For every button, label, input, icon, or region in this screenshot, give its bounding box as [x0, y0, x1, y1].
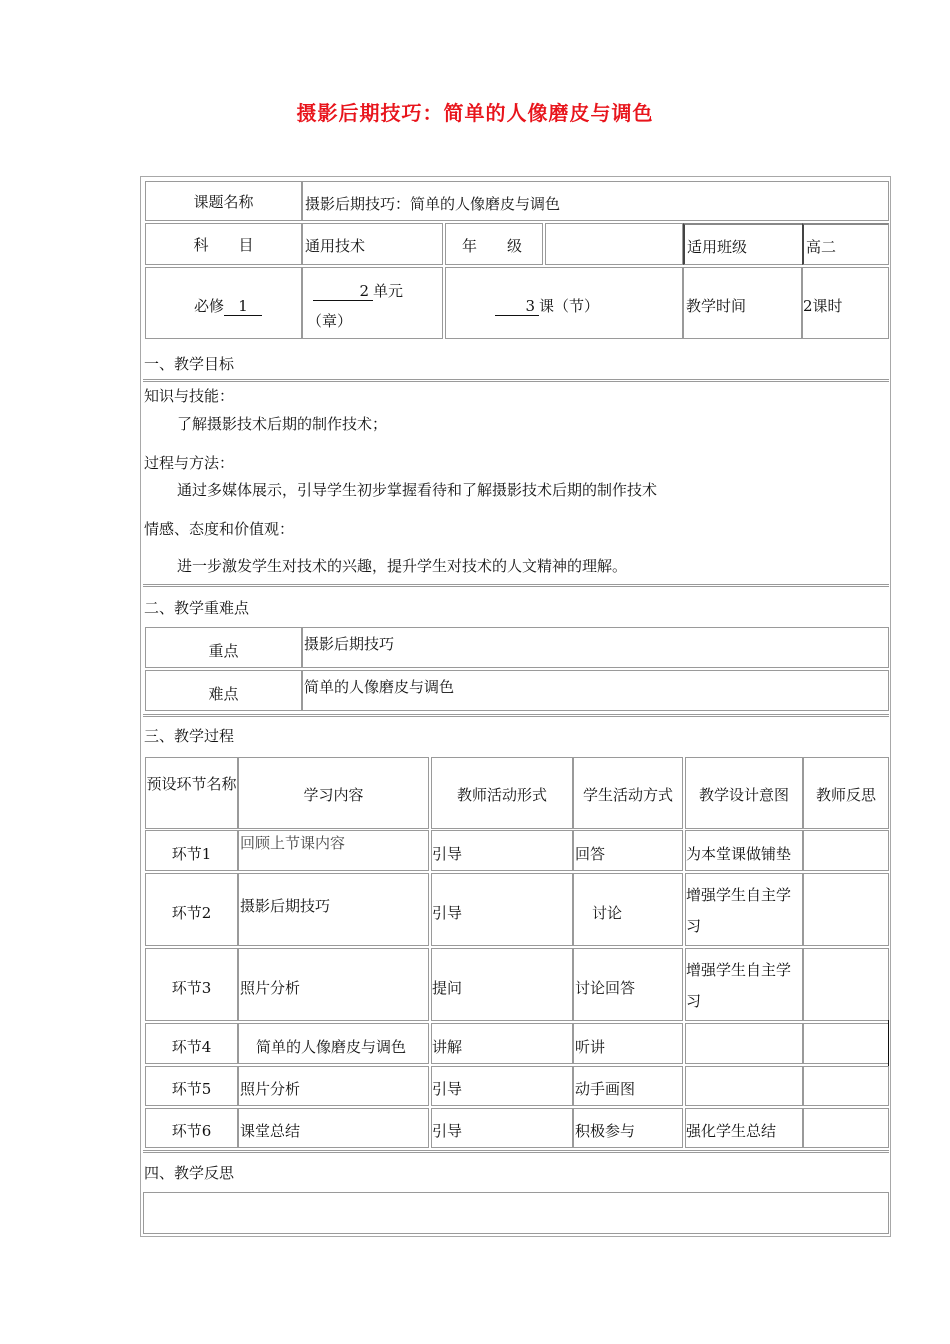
content-text: 照片分析	[240, 1080, 301, 1098]
topic-label: 课题名称	[193, 193, 254, 211]
table-row-4-teacher	[431, 1023, 573, 1064]
required-text	[194, 295, 262, 316]
student-text: 积极参与	[575, 1122, 636, 1140]
required-cell	[145, 267, 302, 339]
subject-value-cell	[302, 223, 443, 265]
subject-value: 通用技术	[305, 237, 366, 255]
step-label: 环节4	[171, 1038, 212, 1056]
reflection-heading: 四、教学反思	[144, 1164, 235, 1182]
header-content	[238, 757, 429, 829]
subject-label-cell	[145, 223, 302, 265]
student-text: 回答	[575, 845, 606, 863]
table-row-1-intent	[685, 830, 803, 871]
table-row-2-content	[238, 873, 429, 946]
lesson-text	[495, 295, 599, 316]
step-label: 环节3	[171, 979, 212, 997]
table-row-3-content	[238, 948, 429, 1021]
table-row-5-teacher	[431, 1066, 573, 1106]
table-row-4-content	[238, 1023, 429, 1064]
section-divider	[143, 379, 889, 382]
table-row-4-step	[145, 1023, 238, 1064]
content-text: 回顾上节课内容	[240, 834, 346, 852]
section-divider	[143, 1150, 889, 1153]
key-label-cell	[145, 627, 302, 668]
table-row-3-intent	[685, 948, 803, 1021]
header-step	[145, 757, 238, 829]
unit-line1	[313, 280, 403, 301]
table-row-2-intent	[685, 873, 803, 946]
class-value-cell	[802, 223, 889, 265]
time-label: 教学时间	[686, 297, 747, 315]
student-text: 听讲	[575, 1038, 606, 1056]
table-row-1-content	[238, 830, 429, 871]
table-row-6-student	[573, 1108, 683, 1148]
required-num: 1	[224, 297, 262, 316]
table-row-5-student	[573, 1066, 683, 1106]
emotion-text: 进一步激发学生对技术的兴趣，提升学生对技术的人文精神的理解。	[177, 557, 628, 575]
table-row-1-reflect	[803, 830, 889, 871]
intent-text: 强化学生总结	[686, 1122, 777, 1140]
table-row-6-content	[238, 1108, 429, 1148]
student-text: 讨论	[592, 904, 623, 922]
header-intent-text: 教学设计意图	[698, 786, 789, 804]
table-row-5-intent	[685, 1066, 803, 1106]
hard-label: 难点	[208, 685, 239, 703]
unit-suffix2: （章）	[307, 312, 353, 330]
hard-value-cell	[302, 670, 889, 711]
content-text: 照片分析	[240, 979, 301, 997]
table-row-6-step	[145, 1108, 238, 1148]
header-step-text: 预设环节名称	[146, 775, 237, 793]
table-row-2-step	[145, 873, 238, 946]
content-text: 课堂总结	[240, 1122, 301, 1140]
lesson-cell	[445, 267, 683, 339]
table-row-1-step	[145, 830, 238, 871]
class-label: 适用班级	[687, 238, 748, 256]
grade-label-cell	[445, 223, 543, 265]
key-value-cell	[302, 627, 889, 668]
step-label: 环节1	[171, 845, 212, 863]
keypoints-heading: 二、教学重难点	[144, 599, 250, 617]
header-reflect-text: 教师反思	[815, 786, 876, 804]
student-text: 动手画图	[575, 1080, 636, 1098]
unit-suffix: 单元	[373, 282, 404, 300]
table-row-2-reflect	[803, 873, 889, 946]
process-text: 通过多媒体展示，引导学生初步掌握看待和了解摄影技术后期的制作技术	[177, 481, 658, 499]
section-divider	[143, 584, 889, 587]
time-label-cell	[683, 267, 802, 339]
table-row-3-reflect	[803, 948, 889, 1021]
table-row-3-student	[573, 948, 683, 1021]
hard-value: 简单的人像磨皮与调色	[304, 678, 455, 696]
teacher-text: 讲解	[432, 1038, 463, 1056]
knowledge-text: 了解摄影技术后期的制作技术；	[177, 415, 388, 433]
topic-value: 摄影后期技巧：简单的人像磨皮与调色	[305, 195, 561, 213]
intent-text: 增强学生自主学习	[686, 961, 792, 1010]
row-4-edge-mark	[888, 1020, 889, 1066]
knowledge-label: 知识与技能：	[144, 387, 235, 405]
topic-label-cell	[145, 181, 302, 221]
unit-num: 2	[313, 282, 373, 301]
class-label-cell	[683, 223, 804, 265]
table-row-3-step	[145, 948, 238, 1021]
teacher-text: 引导	[432, 904, 463, 922]
table-row-5-reflect	[803, 1066, 889, 1106]
teacher-text: 提问	[432, 979, 463, 997]
header-reflect	[803, 757, 889, 829]
table-row-1-teacher	[431, 830, 573, 871]
table-row-2-teacher	[431, 873, 573, 946]
teacher-text: 引导	[432, 1080, 463, 1098]
grade-value-cell	[545, 223, 683, 265]
subject-label: 科 目	[193, 236, 254, 254]
table-row-4-student	[573, 1023, 683, 1064]
time-value: 2课时	[803, 297, 843, 315]
key-label: 重点	[208, 642, 239, 660]
grade-label: 年 级	[462, 237, 523, 255]
topic-value-cell	[302, 181, 889, 221]
header-student-text: 学生活动方式	[582, 786, 673, 804]
objectives-heading: 一、教学目标	[144, 355, 235, 373]
document-title: 摄影后期技巧：简单的人像磨皮与调色	[296, 101, 654, 125]
section-divider	[143, 714, 889, 717]
process-label: 过程与方法：	[144, 454, 235, 472]
emotion-label: 情感、态度和价值观：	[144, 520, 295, 538]
intent-text: 为本堂课做铺垫	[686, 845, 792, 863]
table-row-6-reflect	[803, 1108, 889, 1148]
step-label: 环节6	[171, 1122, 212, 1140]
table-row-4-reflect	[803, 1023, 889, 1064]
table-row-6-teacher	[431, 1108, 573, 1148]
table-row-6-intent	[685, 1108, 803, 1148]
student-text: 讨论回答	[575, 979, 636, 997]
header-content-text: 学习内容	[303, 786, 364, 804]
table-row-1-student	[573, 830, 683, 871]
step-label: 环节2	[171, 904, 212, 922]
content-text: 摄影后期技巧	[240, 897, 331, 915]
header-teacher	[431, 757, 573, 829]
header-teacher-text: 教师活动形式	[456, 786, 547, 804]
table-row-2-student	[573, 873, 683, 946]
lesson-num: 3	[495, 297, 539, 316]
required-prefix: 必修	[194, 297, 225, 315]
time-value-cell	[802, 267, 889, 339]
teacher-text: 引导	[432, 845, 463, 863]
hard-label-cell	[145, 670, 302, 711]
unit-cell	[302, 267, 443, 339]
intent-text: 增强学生自主学习	[686, 886, 792, 935]
process-heading: 三、教学过程	[144, 727, 235, 745]
class-value: 高二	[806, 238, 837, 256]
content-text: 简单的人像磨皮与调色	[256, 1038, 407, 1056]
table-row-3-teacher	[431, 948, 573, 1021]
lesson-suffix: 课（节）	[539, 297, 600, 315]
reflection-area[interactable]	[143, 1192, 889, 1234]
header-intent	[685, 757, 803, 829]
table-row-5-step	[145, 1066, 238, 1106]
header-student	[573, 757, 683, 829]
teacher-text: 引导	[432, 1122, 463, 1140]
table-row-4-intent	[685, 1023, 803, 1064]
step-label: 环节5	[171, 1080, 212, 1098]
key-value: 摄影后期技巧	[304, 635, 395, 653]
table-row-5-content	[238, 1066, 429, 1106]
